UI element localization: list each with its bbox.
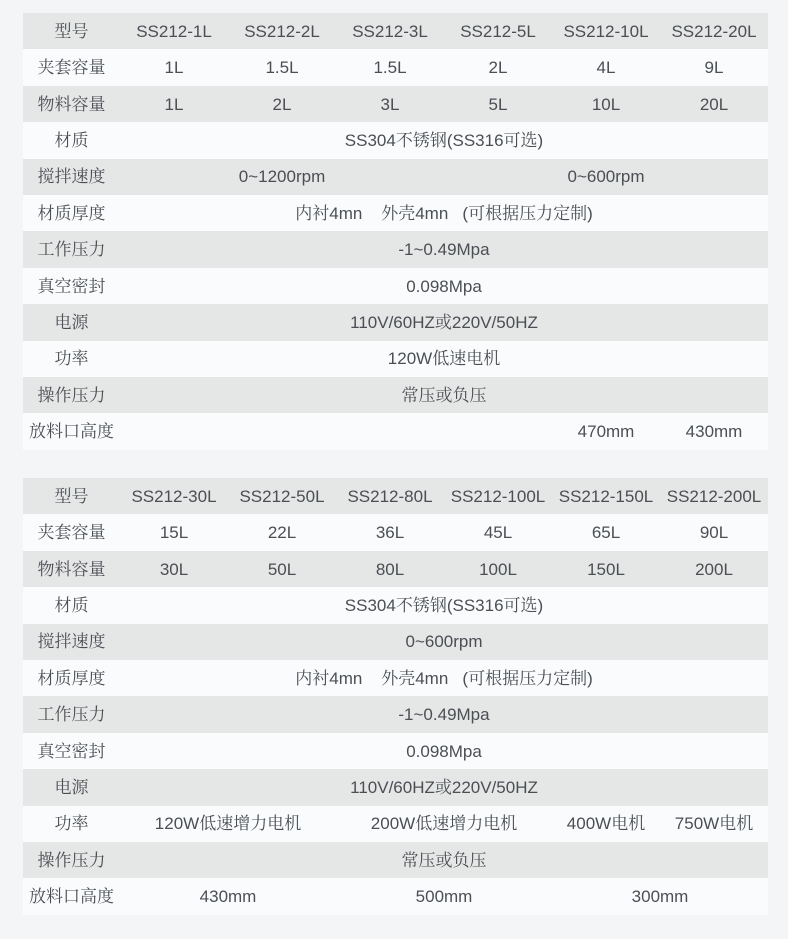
- spec-value: SS212-3L: [352, 21, 428, 41]
- spec-value: SS212-5L: [460, 21, 536, 41]
- spec-row-model: [23, 13, 768, 49]
- spec-value-merged: -1~0.49Mpa: [398, 705, 490, 725]
- spec-row-motor-power: [23, 341, 768, 377]
- spec-row-operating-pressure: [23, 377, 768, 413]
- spec-value: 1.5L: [373, 58, 407, 78]
- spec-value: 15L: [159, 523, 189, 543]
- spec-value: SS212-10L: [563, 21, 649, 41]
- spec-row-vacuum-seal: [23, 268, 768, 304]
- spec-value: SS212-200L: [666, 486, 762, 506]
- spec-value-merged: 0~1200rpm: [238, 167, 326, 187]
- row-label-motor-power: 功率: [54, 349, 89, 369]
- spec-value-merged: 0.098Mpa: [406, 276, 482, 296]
- spec-value-merged: 常压或负压: [401, 385, 487, 405]
- spec-value: 1.5L: [265, 58, 299, 78]
- spec-row-material-capacity: [23, 551, 768, 587]
- spec-row-stirring-speed: [23, 159, 768, 195]
- row-label-discharge-height: 放料口高度: [29, 422, 114, 442]
- spec-value-merged: 0.098Mpa: [406, 741, 482, 761]
- row-label-material-thickness: 材质厚度: [37, 668, 106, 688]
- row-label-vacuum-seal: 真空密封: [37, 741, 106, 761]
- spec-value-merged: 300mm: [631, 887, 689, 907]
- spec-value: 100L: [479, 559, 517, 579]
- row-label-vacuum-seal: 真空密封: [37, 276, 106, 296]
- row-label-stirring-speed: 搅拌速度: [37, 167, 106, 187]
- spec-value: 20L: [699, 94, 729, 114]
- row-label-working-pressure: 工作压力: [37, 240, 106, 260]
- spec-row-vacuum-seal: [23, 733, 768, 769]
- spec-row-jacket-capacity: [23, 49, 768, 85]
- spec-value-merged: 500mm: [415, 887, 473, 907]
- row-label-material-capacity: 物料容量: [37, 94, 106, 114]
- row-label-operating-pressure: 操作压力: [37, 850, 106, 870]
- spec-value: 150L: [587, 559, 625, 579]
- spec-value: SS212-80L: [347, 486, 433, 506]
- row-label-power-supply: 电源: [54, 777, 89, 797]
- spec-row-working-pressure: [23, 231, 768, 267]
- spec-value: 1L: [164, 94, 184, 114]
- spec-row-operating-pressure: [23, 842, 768, 878]
- spec-row-material: [23, 122, 768, 158]
- spec-value: 2L: [488, 58, 508, 78]
- spec-row-working-pressure: [23, 696, 768, 732]
- spec-value: 80L: [375, 559, 405, 579]
- spec-value-merged: 120W低速电机: [387, 349, 501, 369]
- row-label-power-supply: 电源: [54, 312, 89, 332]
- spec-value-merged: SS304不锈钢(SS316可选): [344, 595, 544, 615]
- row-label-stirring-speed: 搅拌速度: [37, 632, 106, 652]
- spec-value: 1L: [164, 58, 184, 78]
- spec-row-power-supply: [23, 304, 768, 340]
- spec-value-merged: 750W电机: [674, 814, 754, 834]
- spec-value: 2L: [272, 94, 292, 114]
- row-label-model: 型号: [54, 486, 89, 506]
- spec-value-merged: 0~600rpm: [567, 167, 645, 187]
- spec-row-model: [23, 478, 768, 514]
- spec-table-small-models: [23, 13, 768, 450]
- spec-row-motor-power: [23, 806, 768, 842]
- spec-value: 10L: [591, 94, 621, 114]
- row-label-jacket-capacity: 夹套容量: [37, 58, 106, 78]
- spec-value: SS212-2L: [244, 21, 320, 41]
- row-label-motor-power: 功率: [54, 814, 89, 834]
- spec-value: SS212-100L: [450, 486, 546, 506]
- spec-value: 200L: [695, 559, 733, 579]
- spec-row-material: [23, 587, 768, 623]
- spec-value: 36L: [375, 523, 405, 543]
- spec-value-merged: SS304不锈钢(SS316可选): [344, 130, 544, 150]
- spec-value: 9L: [704, 58, 724, 78]
- spec-value: SS212-20L: [671, 21, 757, 41]
- spec-row-material-thickness: [23, 660, 768, 696]
- spec-value: 65L: [591, 523, 621, 543]
- row-label-jacket-capacity: 夹套容量: [37, 523, 106, 543]
- spec-row-power-supply: [23, 769, 768, 805]
- spec-row-discharge-height: [23, 878, 768, 914]
- spec-value: SS212-1L: [136, 21, 212, 41]
- row-label-material-capacity: 物料容量: [37, 559, 106, 579]
- spec-row-discharge-height: [23, 413, 768, 449]
- row-label-operating-pressure: 操作压力: [37, 385, 106, 405]
- spec-value: 5L: [488, 94, 508, 114]
- spec-row-stirring-speed: [23, 624, 768, 660]
- spec-value-merged: 0~600rpm: [405, 632, 483, 652]
- spec-value: SS212-150L: [558, 486, 654, 506]
- spec-value-merged: 内衬4mn 外壳4mn (可根据压力定制): [295, 668, 593, 688]
- spec-value: 30L: [159, 559, 189, 579]
- spec-value-merged: 110V/60HZ或220V/50HZ: [350, 777, 538, 797]
- spec-value: 90L: [699, 523, 729, 543]
- spec-value: 45L: [483, 523, 513, 543]
- spec-row-jacket-capacity: [23, 514, 768, 550]
- spec-value: 4L: [596, 58, 616, 78]
- spec-table-large-models: [23, 478, 768, 915]
- spec-value: SS212-50L: [239, 486, 325, 506]
- spec-value: SS212-30L: [131, 486, 217, 506]
- spec-value-merged: 200W低速增力电机: [370, 814, 518, 834]
- spec-value: 3L: [380, 94, 400, 114]
- spec-value-merged: 430mm: [685, 422, 743, 442]
- row-label-discharge-height: 放料口高度: [29, 887, 114, 907]
- spec-row-material-thickness: [23, 195, 768, 231]
- row-label-material: 材质: [54, 130, 89, 150]
- spec-value-merged: 110V/60HZ或220V/50HZ: [350, 312, 538, 332]
- spec-value: 22L: [267, 523, 297, 543]
- spec-value-merged: 常压或负压: [401, 850, 487, 870]
- row-label-material-thickness: 材质厚度: [37, 203, 106, 223]
- spec-value-merged: -1~0.49Mpa: [398, 240, 490, 260]
- row-label-material: 材质: [54, 595, 89, 615]
- spec-value-merged: 470mm: [577, 422, 635, 442]
- spec-value-merged: 内衬4mn 外壳4mn (可根据压力定制): [295, 203, 593, 223]
- row-label-model: 型号: [54, 21, 89, 41]
- spec-value-merged: 120W低速增力电机: [154, 814, 302, 834]
- row-label-working-pressure: 工作压力: [37, 705, 106, 725]
- spec-value-merged: 430mm: [199, 887, 257, 907]
- spec-row-material-capacity: [23, 86, 768, 122]
- spec-value-merged: 400W电机: [566, 814, 646, 834]
- spec-value: 50L: [267, 559, 297, 579]
